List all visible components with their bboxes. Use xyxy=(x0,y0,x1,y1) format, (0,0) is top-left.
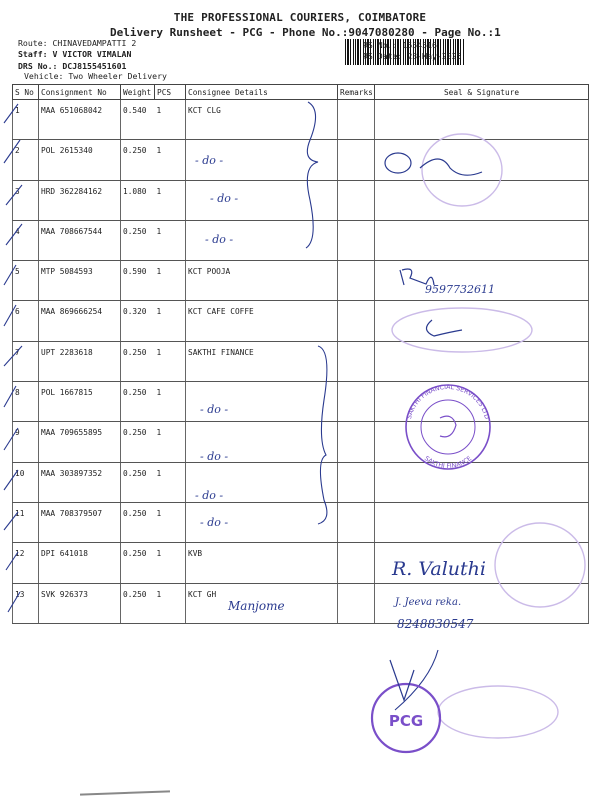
rs-number: RS No.: 1554516 xyxy=(363,40,437,50)
ditto-row2: - do - xyxy=(195,154,224,167)
ink-line xyxy=(395,650,438,710)
pcs-value: 1 xyxy=(156,347,162,357)
sakthi-stamp-bottom: SAKTHI FINANCE xyxy=(422,455,474,471)
weight-value: 0.250 xyxy=(123,428,147,438)
consignee-value: SAKTHI FINANCE xyxy=(188,347,254,357)
consignment-value: MAA 651068042 xyxy=(41,106,103,115)
weight-value: 0.250 xyxy=(123,549,147,559)
staff-label: Staff: V VICTOR VIMALAN xyxy=(18,49,132,59)
signature-row2-a xyxy=(385,153,411,173)
consignment-value: HRD 362284162 xyxy=(41,186,103,196)
sno-value: 3 xyxy=(15,186,20,196)
ditto-row10: - do - xyxy=(195,489,224,502)
sno-value: 12 xyxy=(15,549,25,559)
weight-value: 0.250 xyxy=(123,388,147,398)
sakthi-stamp-text-wrap-2 xyxy=(423,455,473,470)
col-sno: S No xyxy=(13,85,39,100)
sno-value: 9 xyxy=(15,428,20,438)
consignee-value: KCT CAFE COFFE xyxy=(188,307,254,317)
rs-date: RS Date: 23-May-2025 xyxy=(363,51,462,61)
receiver-name-row13: J. Jeeva reka. xyxy=(395,597,462,608)
pcs-value: 1 xyxy=(156,146,162,156)
consignment-value: POL 2615340 xyxy=(41,146,93,156)
consignment-value: MAA 708667544 xyxy=(41,226,103,236)
pcs-value: 1 xyxy=(156,428,162,438)
ditto-brace-lower xyxy=(318,346,327,524)
tick-marks xyxy=(4,104,22,612)
consignment-value: DPI 641018 xyxy=(41,549,88,559)
phone-row5: 9597732611 xyxy=(425,283,495,296)
weight-value: 1.080 xyxy=(123,186,147,196)
sno-value: 13 xyxy=(15,589,25,599)
pcs-value: 1 xyxy=(156,468,162,478)
sakthi-stamp-top: SAKTHI FINANCIAL SERVICES LTD xyxy=(405,383,491,420)
consignment-value: UPT 2283618 xyxy=(41,347,93,357)
weight-value: 0.590 xyxy=(123,267,147,277)
signature-row13-consignee: Manjome xyxy=(228,599,285,613)
consignee-value: KCT GH xyxy=(188,589,217,599)
col-consignment: Consignment No xyxy=(39,85,121,100)
ditto-row11: - do - xyxy=(200,516,229,529)
ditto-row3: - do - xyxy=(210,192,239,205)
pcs-value: 1 xyxy=(156,226,162,236)
ditto-row4: - do - xyxy=(205,233,234,246)
pcs-value: 1 xyxy=(156,589,162,599)
consignment-value: MAA 303897352 xyxy=(41,468,103,478)
company-name: THE PROFESSIONAL COURIERS, COIMBATORE xyxy=(173,11,427,24)
weight-value: 0.540 xyxy=(123,106,147,115)
sno-value: 8 xyxy=(15,388,20,398)
consignment-value: MAA 708379507 xyxy=(41,508,103,518)
pcs-value: 1 xyxy=(156,186,162,196)
weight-value: 0.250 xyxy=(123,347,147,357)
pcg-stamp-text: PCG xyxy=(388,712,424,730)
weight-value: 0.250 xyxy=(123,589,147,599)
sno-value: 10 xyxy=(15,468,25,478)
consignment-value: MAA 709655895 xyxy=(41,428,103,438)
consignment-value: MAA 869666254 xyxy=(41,307,103,317)
sno-value: 1 xyxy=(15,106,20,115)
weight-value: 0.250 xyxy=(123,226,147,236)
signature-pcg xyxy=(390,660,414,700)
pcs-value: 1 xyxy=(156,508,162,518)
pcs-value: 1 xyxy=(156,267,162,277)
col-pcs: PCS xyxy=(155,85,186,100)
pcs-value: 1 xyxy=(156,307,162,317)
consignment-value: POL 1667815 xyxy=(41,388,93,398)
sno-value: 6 xyxy=(15,307,20,317)
pcs-value: 1 xyxy=(156,106,162,115)
phone-row13: 8248830547 xyxy=(397,617,474,631)
ditto-row8: - do - xyxy=(200,403,229,416)
pcs-value: 1 xyxy=(156,549,162,559)
runsheet-title: Delivery Runsheet - PCG - Phone No.:9047080280 - Page No.:1 xyxy=(110,26,501,39)
sno-value: 2 xyxy=(15,146,20,156)
ditto-row9: - do - xyxy=(200,450,229,463)
sno-value: 5 xyxy=(15,267,20,277)
col-remarks: Remarks xyxy=(338,85,375,100)
vehicle-label: Vehicle: Two Wheeler Delivery xyxy=(24,71,167,81)
consignee-value: KCT POOJA xyxy=(188,267,231,277)
sno-value: 11 xyxy=(15,508,25,518)
signature-row2-b xyxy=(420,159,482,175)
signature-row6 xyxy=(426,320,462,336)
pcs-value: 1 xyxy=(156,388,162,398)
col-consignee: Consignee Details xyxy=(186,85,338,100)
ditto-brace-upper xyxy=(306,102,318,248)
sno-value: 4 xyxy=(15,226,20,236)
col-seal-signature: Seal & Signature xyxy=(375,85,589,100)
route-label: Route: CHINAVEDAMPATTI 2 xyxy=(18,38,137,48)
sno-value: 7 xyxy=(15,347,20,357)
consignee-value: KVB xyxy=(188,549,203,559)
consignee-value: KCT CLG xyxy=(188,106,221,115)
weight-value: 0.320 xyxy=(123,307,147,317)
weight-value: 0.250 xyxy=(123,146,147,156)
weight-value: 0.250 xyxy=(123,468,147,478)
drs-number: DRS No.: DCJ8155451601 xyxy=(18,61,127,71)
consignment-value: SVK 926373 xyxy=(41,589,88,599)
weight-value: 0.250 xyxy=(123,508,147,518)
consignment-value: MTP 5084593 xyxy=(41,267,93,277)
signature-row12: R. Valuthi xyxy=(392,558,486,580)
sakthi-stamp-text-wrap xyxy=(406,384,490,420)
col-weight: Weight xyxy=(121,85,155,100)
